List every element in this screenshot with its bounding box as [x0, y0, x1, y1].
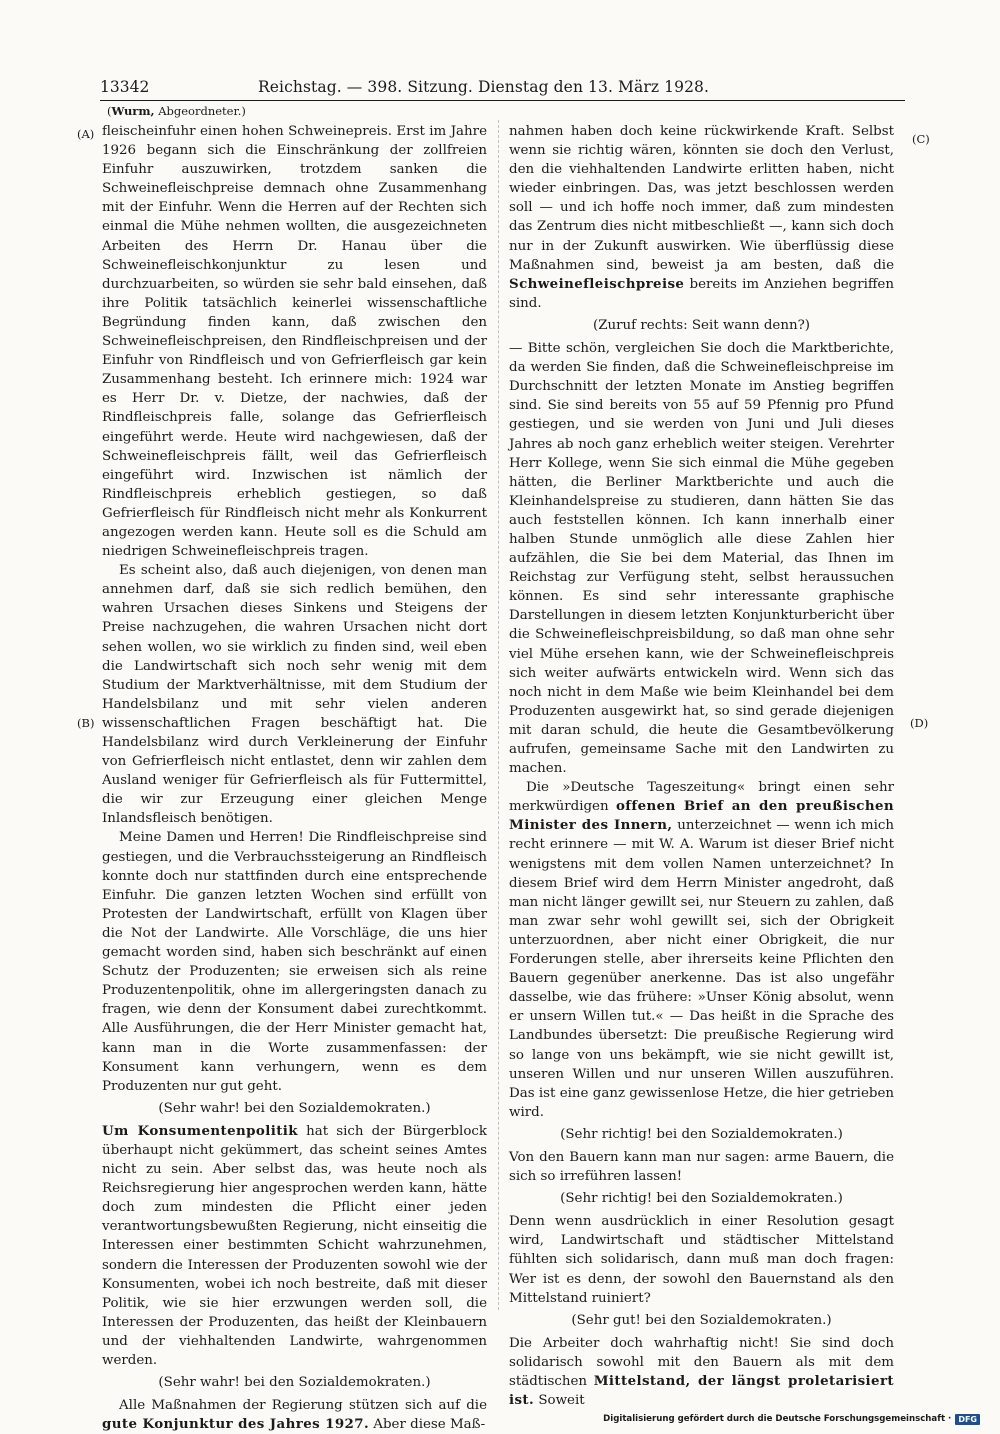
emphasis: gute Konjunktur des Jahres 1927. [102, 1416, 370, 1433]
speaker-open-paren: ( [107, 104, 112, 118]
header-title: Reichstag. — 398. Sitzung. Dienstag den 13. März 1928. [258, 78, 710, 96]
interjection: (Sehr gut! bei den Sozialdemokraten.) [571, 1312, 832, 1328]
paragraph: Es scheint also, daß auch diejenigen, von denen man annehmen darf, daß sie sich redlich bemühen, den wahren Ursachen dieses Sinkens und Steigens der Preise nachzugehen, die wahren Ursachen nicht dort sehen wollen, wo sie wirklich zu finden sind, weil eben die Landwirtschaft sich noch sehr wenig mit dem Studium der Marktverhältnisse, mit dem Studium der Handelsbilanz und mit sehr vielen anderen wissenschaftlichen Fragen beschäftigt hat. Die Handelsbilanz wird durch Verkleinerung der Einfuhr von Gefrierfleisch nicht entlastet, denn wir zahlen dem Ausland weniger für Gefrierfleisch als für Futtermittel, die wir zur Erzeugung einer gleichen Menge Inlandsfleisch benötigen. [102, 563, 487, 827]
paragraph-text: Die »Deutsche Tageszeitung« bringt einen sehr merkwürdigen [509, 780, 894, 815]
paragraph-text: Die Arbeiter doch wahrhaftig nicht! Sie sind doch solidarisch sowohl mit den Bauern als mit dem städtischen [509, 1335, 894, 1389]
interjection: (Sehr wahr! bei den Sozialdemokraten.) [158, 1375, 431, 1391]
paragraph [102, 1122, 487, 1370]
paragraph [509, 1334, 894, 1410]
paragraph [509, 778, 894, 1122]
paragraph: Denn wenn ausdrücklich in einer Resolution gesagt wird, Landwirtschaft und städtischer Mittelstand fühlten sich solidarisch, dann muß man doch fragen: Wer ist es denn, der sowohl den Bauernstand als den Mittelstand ruiniert? [509, 1214, 894, 1306]
paragraph-text: hat sich der Bürgerblock überhaupt nicht gekümmert, das scheint seines Amtes nicht zu sein. Aber selbst das, was heute noch als Reichsregierung hier angesprochen werden kann, hätte doch zum mindesten die Pflicht einer jeden verantwortungsbewußten Regierung, nicht einseitig die Interessen einer bestimmten Schicht wahrzunehmen, sondern die Interessen der Produzenten sowohl wie der Konsumenten, wobei ich noch bestreite, daß mit dieser Politik, wie sie hier erzwungen werden soll, die Interessen der Produzenten, das heißt der Kleinbauern und der viehhaltenden Landwirte, wahrgenommen werden. [102, 1123, 488, 1368]
emphasis: Schweinefleischpreise [509, 275, 685, 292]
speaker-line [107, 103, 246, 119]
paragraph: — Bitte schön, vergleichen Sie doch die Marktberichte, da werden Sie finden, daß die Schweinefleischpreise im Durchschnitt der letzten Monate im Anstieg begriffen sind. Sie sind bereits von 55 auf 59 Pfennig pro Pfund gestiegen, und sie werden von Juni und Juli dieses Jahres ab noch ganz erheblich weiter steigen. Verehrter Herr Kollege, wenn Sie sich einmal die Mühe gegeben hätten, die Berliner Marktberichte und auch die Kleinhandelspreise zu studieren, dann hätten Sie das auch feststellen können. Ich kann innerhalb einer halben Stunde unmöglich alle diese Zahlen hier aufzählen, die Sie bei dem Material, das Ihnen im Reichstag zur Verfügung steht, selbst heraussuchen können. Es sind sehr interessante graphische Darstellungen in diesem letzten Konjunkturbericht über die Schweinefleischpreisbildung, so daß man ohne sehr viel Mühe ersehen kann, wie der Schweinefleischpreis sich weiter aufwärts entwickeln wird. Wenn sich das noch nicht in dem Maße wie beim Kleinhandel bei dem Produzenten ausgewirkt hat, so sind gerade diejenigen mit daran schuld, die heute die Gesamtbevölkerung aufrufen, gemeinsame Sache mit den Landwirten zu machen. [509, 341, 894, 777]
interjection: (Zuruf rechts: Seit wann denn?) [593, 317, 810, 333]
page-number: 13342 [100, 78, 150, 96]
paragraph-text: Aber diese Maß- [369, 1417, 486, 1433]
paragraph [509, 122, 894, 313]
paragraph: fleischeinfuhr einen hohen Schweinepreis. Erst im Jahre 1926 begann sich die Einschränkung der zollfreien Einfuhr auszuwirken, trotzdem sanken die Schweinefleischpreise demnach ohne Zusammenhang mit der Einfuhr. Wenn die Herren auf der Rechten sich einmal die Mühe nehmen wollten, die ausgezeichneten Arbeiten des Herrn Dr. Hanau über die Schweinefleischkonjunktur zu lesen und durchzuarbeiten, so würden sie sehr bald einsehen, daß ihre Politik tatsächlich keinerlei wissenschaftliche Begründung finden kann, daß zwischen den Schweinefleischpreisen, den Rindfleischpreisen und der Einfuhr von Rindfleisch und von Gefrierfleisch gar kein Zusammenhang besteht. Ich erinnere mich: 1924 war es Herr Dr. v. Dietze, der nachwies, daß der Rindfleischpreis falle, solange das Gefrierfleisch eingeführt werde. Heute wird nachgewiesen, daß der Schweinefleischpreis fällt, weil das Gefrierfleisch eingeführt wird. Inzwischen ist nämlich der Rindfleischpreis erheblich gestiegen, so daß Gefrierfleisch für Rindfleisch nicht mehr als Konkurrent angezogen werden kann. Heute soll es die Schuld am niedrigen Schweinefleischpreis tragen. [102, 124, 487, 560]
emphasis: Um Konsumentenpolitik [102, 1122, 298, 1139]
paragraph-text: Alle Maßnahmen der Regierung stützen sich auf die [119, 1398, 487, 1414]
emphasis: offenen Brief an den preußischen Minister des Innern, [509, 798, 895, 834]
credit-text: Digitalisierung gefördert durch die Deutsche Forschungsgemeinschaft · [603, 1414, 952, 1424]
header-rule [100, 100, 905, 101]
paragraph-text: bereits im Anziehen begriffen sind. [509, 276, 894, 311]
emphasis: Mittelstand, der längst proletarisiert ist. [509, 1373, 894, 1409]
digitization-credit [603, 1413, 980, 1425]
interjection: (Sehr richtig! bei den Sozialdemokraten.) [560, 1191, 843, 1207]
paragraph-text: nahmen haben doch keine rückwirkende Kraft. Selbst wenn sie richtig wären, könnten sie doch den Verlust, den die viehhaltenden Landwirte erlitten haben, nicht wieder einbringen. Das, was jetzt beschlossen werden soll — und ich hoffe noch immer, daß zum mindesten das Zentrum dies nicht mitbeschließt —, kann sich doch nur in der Zukunft auswirken. Wie überflüssig diese Maßnahmen sind, beweist ja am besten, daß die [509, 124, 894, 273]
interjection: (Sehr richtig! bei den Sozialdemokraten.) [560, 1126, 843, 1142]
margin-mark-b: (B) [77, 716, 95, 730]
interjection: (Sehr wahr! bei den Sozialdemokraten.) [158, 1100, 431, 1116]
speaker-name: Wurm, [111, 104, 155, 118]
speaker-role: Abgeordneter.) [158, 104, 246, 118]
paragraph-text: Soweit [534, 1393, 585, 1409]
paragraph [102, 1396, 487, 1434]
paragraph: Meine Damen und Herren! Die Rindfleischpreise sind gestiegen, und die Verbrauchssteigerung an Rindfleisch konnte doch nur stattfinden durch eine entsprechende Einfuhr. Die ganzen letzten Wochen sind erfüllt von Protesten der Landwirtschaft, erfüllt von Klagen über die Not der Landwirte. Alle Vorschläge, die uns hier gemacht worden sind, haben sich beschränkt auf einen Schutz der Produzenten; sie erweisen sich als reine Produzentenpolitik, ohne im allergeringsten danach zu fragen, wie denn der Konsument dabei zurechtkommt. Alle Ausführungen, die der Herr Minister gemacht hat, kann man in die Worte zusammenfassen: der Konsument kann verhungern, wenn es dem Produzenten nur gut geht. [102, 830, 487, 1094]
margin-mark-c: (C) [912, 132, 930, 146]
paragraph: Von den Bauern kann man nur sagen: arme Bauern, die sich so irreführen lassen! [509, 1149, 894, 1185]
dfg-logo-icon: DFG [955, 1414, 980, 1425]
margin-mark-d: (D) [910, 716, 929, 730]
margin-mark-a: (A) [77, 127, 95, 141]
right-column [509, 122, 894, 1410]
paragraph-text: unterzeichnet — wenn ich mich recht erinnere — mit W. A. Warum ist dieser Brief nicht wenigstens mit dem vollen Namen unterzeichnet? In diesem Brief wird dem Herrn Minister angedroht, daß man nicht länger gewillt sei, nur Steuern zu zahlen, daß man zwar sehr wohl gewillt sei, sich der Obrigkeit unterzuordnen, aber nicht einer Obrigkeit, die nur Forderungen stelle, aber ihrerseits keine Pflichten den Bauern gegenüber anerkenne. Das ist also ungefähr dasselbe, wie das frühere: »Unser König absolut, wenn er unsern Willen tut.« — Das heißt in die Sprache des Landbundes übersetzt: Die preußische Regierung wird so lange von uns bekämpft, wie sie nicht gewillt ist, unseren Willen und nur unseren Willen auszuführen. Das ist eine ganz gewissenlose Hetze, die hier getrieben wird. [509, 818, 895, 1120]
column-divider [498, 120, 499, 1310]
running-header [100, 76, 905, 98]
left-column [102, 122, 487, 1434]
